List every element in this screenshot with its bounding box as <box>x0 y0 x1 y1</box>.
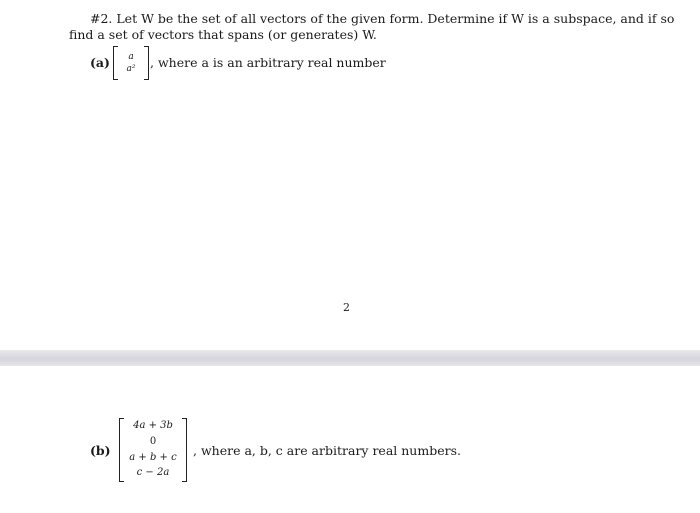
part-b-label: (b) <box>90 443 111 458</box>
vector-entry: c − 2a <box>136 467 170 478</box>
right-bracket <box>144 46 149 80</box>
vector-entry: 0 <box>149 436 157 447</box>
part-a-description: , where a is an arbitrary real number <box>150 55 386 70</box>
part-a-label: (a) <box>90 55 110 70</box>
part-a-vector <box>113 46 149 80</box>
vector-entry: 4a + 3b <box>133 420 173 431</box>
page-2 <box>0 366 700 513</box>
problem-statement-line-1: #2. Let W be the set of all vectors of the given form. Determine if W is a subspace, and if so <box>90 11 675 26</box>
problem-statement-line-2: find a set of vectors that spans (or generates) W. <box>69 27 377 42</box>
page-separator <box>0 350 700 366</box>
page-number: 2 <box>343 301 350 314</box>
part-b-vector <box>119 418 187 482</box>
part-b-description: , where a, b, c are arbitrary real numbers. <box>193 443 461 458</box>
vector-entry: a <box>128 52 134 62</box>
right-bracket <box>182 418 187 482</box>
vector-entry: a² <box>126 64 136 74</box>
vector-entry: a + b + c <box>129 452 177 463</box>
